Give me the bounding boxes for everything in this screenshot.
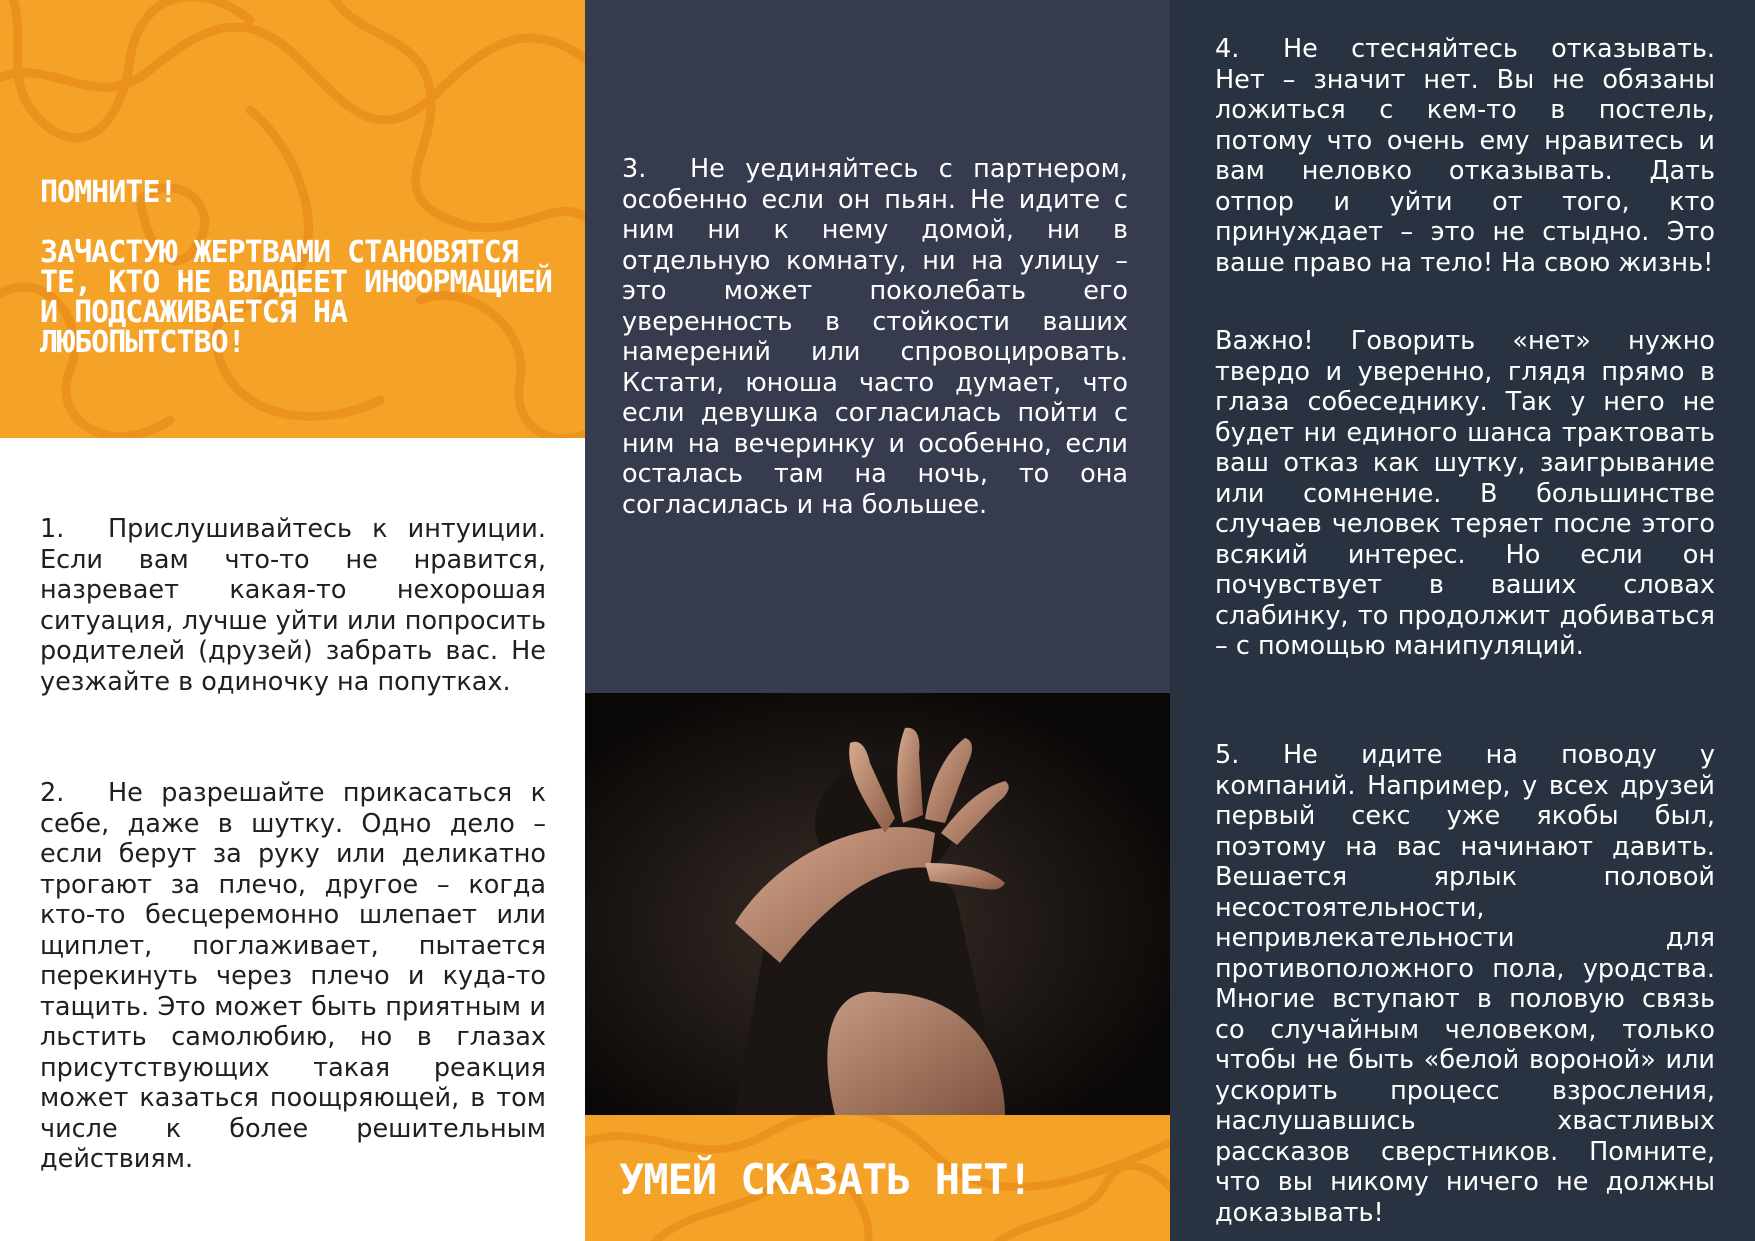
raised-hand-illustration	[585, 693, 1170, 1115]
tip-text: Прислушивайтесь к интуиции. Если вам что-то не нравится, назревает какая-то нехорошая ситуация, лучше уйти или попросить родителей (друзей) забрать вас. Не уезжайте в одиночку на попутках.	[40, 514, 546, 697]
headline-remember: ПОМНИТЕ!	[40, 175, 177, 210]
tip-number: 1.	[40, 514, 65, 544]
middle-panel	[585, 0, 1170, 1241]
tip-2	[40, 778, 546, 1175]
left-panel	[0, 0, 585, 1241]
tip-text: Не стесняйтесь отказывать. Нет – значит нет. Вы не обязаны ложиться с кем-то в постель, потому что очень ему нравитесь и вам неловко отказывать. Дать отпор и уйти от того, кто принуждает – это не стыдно. Это ваше право на тело! На свою жизнь!	[1215, 34, 1715, 278]
headline-victims: ЗАЧАСТУЮ ЖЕРТВАМИ СТАНОВЯТСЯ ТЕ, КТО НЕ ВЛАДЕЕТ ИНФОРМАЦИЕЙ И ПОДСАЖИВАЕТСЯ НА ЛЮБОПЫТСТВО!	[40, 235, 552, 360]
headline	[40, 175, 560, 360]
tip-3	[622, 154, 1128, 520]
tip-text: Не разрешайте прикасаться к себе, даже в шутку. Одно дело – если берут за руку или деликатно трогают за плечо, другое – когда кто-то бесцеремонно шлепает или щиплет, поглаживает, пытается перекинуть через плечо и куда-то тащить. Это может быть приятным и льстить самолюбию, но в глазах присутствующих такая реакция может казаться поощряющей, в том числе к более решительным действиям.	[40, 778, 546, 1174]
tip-1	[40, 514, 546, 697]
tip-text: Не идите на поводу у компаний. Например, у всех друзей первый секс уже якобы был, поэтому на вас начинают давить. Вешается ярлык половой несостоятельности, непривлекательности для противоположного пола, уродства. Многие вступают в половую связь со случайным человеком, только чтобы не быть «белой вороной» или ускорить процесс взросления, наслушавшись хвастливых рассказов сверстников. Помните, что вы никому ничего не должны доказывать!	[1215, 740, 1715, 1228]
tip-number: 3.	[622, 154, 647, 184]
important-note: Важно! Говорить «нет» нужно твердо и уверенно, глядя прямо в глаза собеседнику. Так у него не будет ни единого шанса трактовать ваш отказ как шутку, заигрывание или сомнение. В большинстве случаев человек теряет после этого всякий интерес. Но если он почувствует в ваших словах слабинку, то продолжит добиваться – с помощью манипуляций.	[1215, 326, 1715, 661]
banner-title: УМЕЙ СКАЗАТЬ НЕТ!	[619, 1155, 1032, 1204]
say-no-banner	[585, 1115, 1170, 1241]
tip-number: 5.	[1215, 740, 1240, 770]
tip-number: 2.	[40, 778, 65, 808]
tip-text: Не уединяйтесь с партнером, особенно если он пьян. Не идите с ним ни к нему домой, ни в отдельную комнату, ни на улицу – это может поколебать его уверенность в стойкости ваших намерений или спровоцировать. Кстати, юноша часто думает, что если девушка согласилась пойти с ним на вечеринку и особенно, если осталась там на ночь, то она согласилась и на большее.	[622, 154, 1128, 520]
tip-5	[1215, 740, 1715, 1228]
tip-4	[1215, 34, 1715, 278]
stop-hand-photo	[585, 693, 1170, 1115]
right-panel	[1170, 0, 1755, 1241]
tip-number: 4.	[1215, 34, 1240, 64]
orange-header-block	[0, 0, 585, 438]
